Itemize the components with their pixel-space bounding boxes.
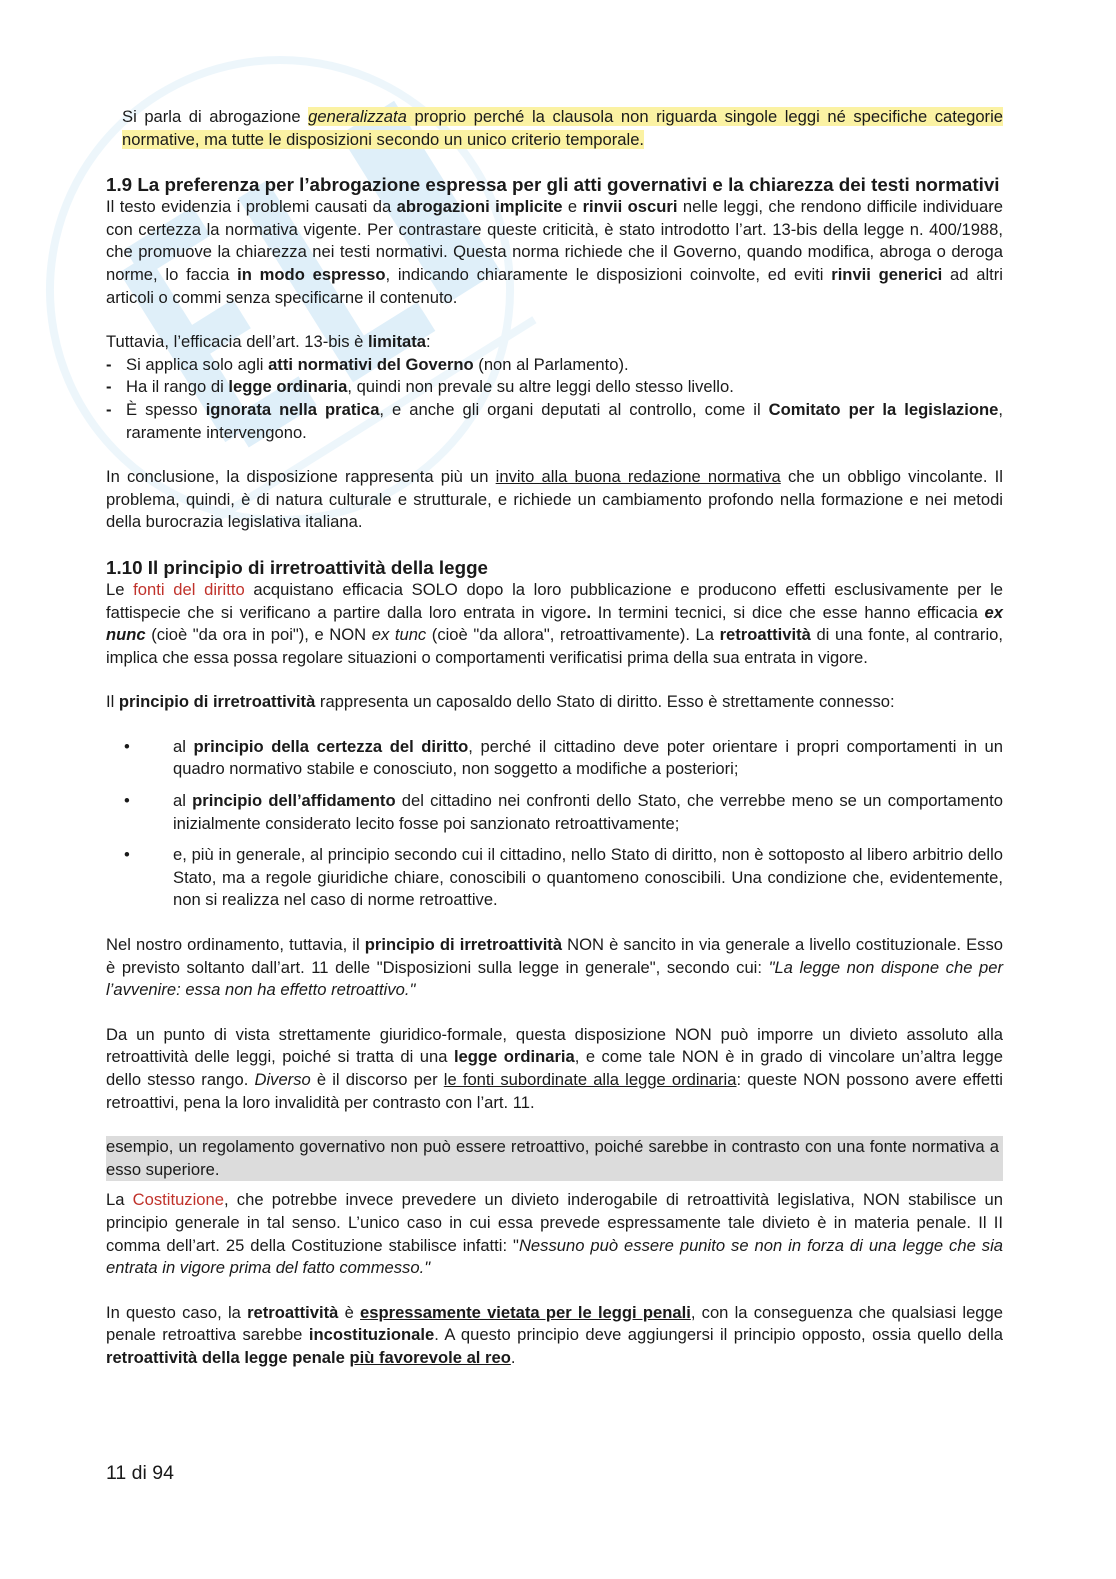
s19-paragraph-1: Il testo evidenzia i problemi causati da abrogazioni implicite e rinvii oscuri nelle leggi, che rendono difficile individuare con certezza la normativa vigente. Per contrastare queste criticità, è stato introdotto l’art. 13-bis della legge n. 400/1988, che promuove la chiarezza nei testi normativi. Questa norma richiede che il Governo, quando modifica, abroga o deroga norme, lo faccia in modo espresso, indicando chiaramente le disposizioni coinvolte, ed eviti rinvii generici ad altri articoli o commi senza specificarne il contenuto.: [106, 197, 1004, 307]
page-number: 11 di 94: [106, 1462, 174, 1484]
s110-bullet-list: [106, 736, 1003, 912]
list-item: - Si applica solo agli atti normativi del Governo (non al Parlamento).: [106, 354, 629, 374]
section-1-10-title: 1.10 Il principio di irretroattività della legge: [106, 556, 488, 578]
s110-paragraph-6: La Costituzione, che potrebbe invece prevedere un divieto inderogabile di retroattività legislativa, NON stabilisce un principio generale in tal senso. L’unico caso in cui essa prevede espressamente tale divieto è in materia penale. Il II comma dell’art. 25 della Costituzione stabilisce infatti: "Nessuno può essere punito se non in forza di una legge che sia entrata in vigore prima del fatto commesso.": [106, 1190, 1003, 1278]
list-item: • al principio della certezza del diritto, perché il cittadino deve poter orientare i propri comportamenti in un quadro normativo stabile e conosciuto, non soggetto a modifiche a posteriori;: [124, 736, 1003, 779]
list-item: • al principio dell’affidamento del cittadino nei confronti dello Stato, che verrebbe meno se un comportamento inizialmente considerato lecito fosse poi sanzionato retroattivamente;: [124, 791, 1003, 833]
intro-paragraph: Si parla di abrogazione generalizzata proprio perché la clausola non riguarda singole leggi né specifiche categorie normative, ma tutte le disposizioni secondo un unico criterio temporale.: [122, 107, 1003, 149]
list-item: - È spesso ignorata nella pratica, e anche gli organi deputati al controllo, come il Comitato per la legislazione, raramente intervengono.: [106, 399, 1003, 442]
s19-dash-list: [106, 354, 1003, 444]
example-box: esempio, un regolamento governativo non può essere retroattivo, poiché sarebbe in contrasto con una fonte normativa a esso superiore.: [106, 1136, 1003, 1181]
s19-paragraph-3: In conclusione, la disposizione rappresenta più un invito alla buona redazione normativa che un obbligo vincolante. Il problema, quindi, è di natura culturale e strutturale, e richiede un cambiamento profondo nella formazione e nei metodi della burocrazia legislativa italiana.: [106, 467, 1003, 532]
document-page: [106, 106, 1003, 1370]
list-item: - Ha il rango di legge ordinaria, quindi non prevale su altre leggi dello stesso livello.: [106, 377, 734, 397]
s110-paragraph-1: Le fonti del diritto acquistano efficacia SOLO dopo la loro pubblicazione e producono effetti esclusivamente per le fattispecie che si verificano a partire dalla loro entrata in vigore. In termini tecnici, si dice che esse hanno efficacia ex nunc (cioè "da ora in poi"), e NON ex tunc (cioè "da allora", retroattivamente). La retroattività di una fonte, al contrario, implica che essa possa regolare situazioni o comportamenti verificatisi prima della sua entrata in vigore.: [106, 579, 1003, 667]
list-item: • e, più in generale, al principio secondo cui il cittadino, nello Stato di diritto, non è sottoposto al libero arbitrio dello Stato, ma a regole giuridiche chiare, conoscibili o quantomeno conoscibili. Una condizione che, evidentemente, non si realizza nel caso di norme retroattive.: [124, 845, 1003, 910]
s110-paragraph-4: Da un punto di vista strettamente giuridico-formale, questa disposizione NON può imporre un divieto assoluto alla retroattività delle leggi, poiché si tratta di una legge ordinaria, e come tale NON è in grado di vincolare un’altra legge dello stesso rango. Diverso è il discorso per le fonti subordinate alla legge ordinaria: queste NON possono avere effetti retroattivi, pena la loro invalidità per contrasto con l’art. 11.: [106, 1024, 1003, 1112]
s19-paragraph-2: Tuttavia, l’efficacia dell’art. 13-bis è limitata:: [106, 332, 431, 352]
s110-paragraph-7: In questo caso, la retroattività è espressamente vietata per le leggi penali, con la conseguenza che qualsiasi legge penale retroattiva sarebbe incostituzionale. A questo principio deve aggiungersi il principio opposto, ossia quello della retroattività della legge penale più favorevole al reo.: [106, 1302, 1003, 1367]
s110-paragraph-2: Il principio di irretroattività rappresenta un caposaldo dello Stato di diritto. Esso è strettamente connesso:: [106, 692, 895, 712]
section-1-9-title: 1.9 La preferenza per l’abrogazione espressa per gli atti governativi e la chiarezza dei testi normativi: [106, 174, 1000, 196]
s110-paragraph-3: Nel nostro ordinamento, tuttavia, il principio di irretroattività NON è sancito in via generale a livello costituzionale. Esso è previsto soltanto dall’art. 11 delle "Disposizioni sulla legge in generale", secondo cui: "La legge non dispone che per l’avvenire: essa non ha effetto retroattivo.": [106, 935, 1003, 1000]
